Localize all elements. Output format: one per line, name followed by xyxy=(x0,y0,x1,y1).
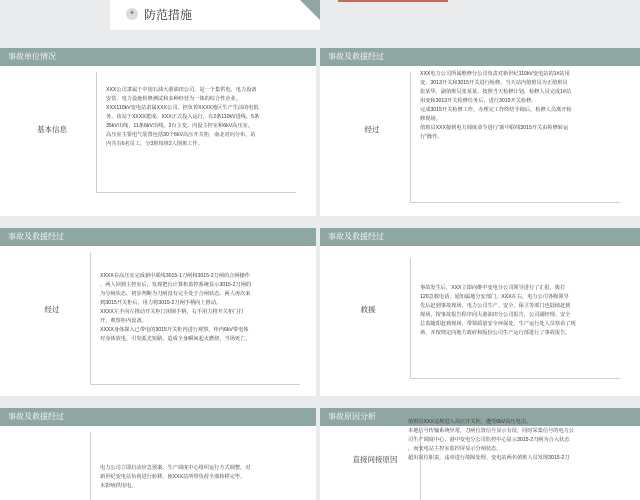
body-text: XXXX在高压室完成新中联线3015-1刀闸和3015-2刀闸的合闸操作 ，两人回到主控室后，发现把台计算机监控系统显示3015-2刀闸的 为分闸状态，初步判断为刀闸没有完全处于合闸状态。两人再次来 到3015开关柜后，用力将3015-2刀闸手柄向上推动。 XXXX左手向左推动开关柜门闭锁手柄，右手用力将开关柜门打 开，观察柜内设备。 XXXX身体探入已带电的3015开关柜内进行观察，柜内6kV带电体 对身体放电，引发弧光短路，造成全身瞬间起火燃烧，当场死亡。 xyxy=(100,273,252,342)
body-text: 事故发生后，XXX立即向维中变电分公司领导进行了汇报，拨打 120急救电话，通知属地分安部门。XXX在右，电力公司各级领导 先后赶到事故现场，电力公司生产、安全、保卫等部门也陆续赶到 现场，按事故报告程序向大港油田分公司报告，公司副经理、安全 总监随即赶到现场，带领质量安全环保处、生产运行处人员察看了现 场，并按规定向地方政府和股份公司生产运行部进行了事故报告。 xyxy=(420,285,576,336)
title-card xyxy=(110,0,320,30)
divider xyxy=(90,384,300,385)
slide-basic-info xyxy=(0,48,316,216)
slide-header: 事故及救援经过 xyxy=(320,228,640,246)
row-label: 经过 xyxy=(364,125,380,134)
divider xyxy=(96,72,97,192)
gear-icon: ✦ xyxy=(126,8,138,20)
row-label: 经过 xyxy=(44,305,60,314)
body-text: XXX电力公司所属维修分公司负责对新世纪110kV变电站的1#站用 变、3013开关和3015开关进行检修。当天站内值班员为正值班员 张某华、副值班员张某某，按照当天检修计划，检修人员完成1#站 用变和3013开关检修任务后，进行3015开关检修。 完成3015开关检修工作，办理完工作终结手续后，检修人员离开检 修现场。 值班员XXX接到电力调度命令进行“新中联线3015开关由检修转运 行”操作。 xyxy=(420,71,572,140)
slide-process-1 xyxy=(320,48,640,216)
slide-response xyxy=(0,408,316,500)
slide-cause-analysis xyxy=(320,408,640,500)
slide-rescue xyxy=(320,228,640,396)
slide-header: 事故单位情况 xyxy=(0,48,316,66)
row-label: 直接间接原因 xyxy=(352,455,398,464)
slide-header: 事故及救援经过 xyxy=(0,228,316,246)
divider xyxy=(96,192,296,193)
top-title-bar xyxy=(0,0,640,38)
divider xyxy=(410,378,620,379)
divider xyxy=(90,252,91,384)
red-accent-line xyxy=(338,0,448,2)
divider xyxy=(410,72,411,202)
divider xyxy=(410,258,411,378)
slide-header: 事故原因分析 xyxy=(320,408,640,426)
body-text: 值班员XXX违规进入高压开关柜，遭受6kV高压电击。 本地信号传输系统异常，刀闸位置信号显示有误，同时采集信号的电力公 司生产调度中心、港中变电分公司监控中心显示3015-2刀闸为合入状态 ，而变电站主控室监控屏显示分闸状态。 超出岗位职责，违章进行故障处理。变电站两名值班人员发现3015-2刀 xyxy=(408,419,575,461)
row-label: 救援 xyxy=(360,305,376,314)
corner-decoration xyxy=(300,0,320,20)
slide-header: 事故及救援经过 xyxy=(320,48,640,66)
body-text: 电力公司立即启动应急预案，生产调度中心组织运行方式调整，对 新世纪变电站负荷进行转移，使XXX站所带负荷全部转移完毕， 未影响供用电。 xyxy=(100,465,251,489)
divider xyxy=(90,432,91,500)
divider xyxy=(410,202,620,203)
row-label: 基本信息 xyxy=(37,125,67,134)
body-text: XXX公司隶属于中国石油大港油田公司。是一个集供电、电力设备 安装、电力设施检修测试和多种经营为一体的综合性企业。 XXX110kV变电站隶属XXX公司，担负着XXXX地区生产生活的电低 务。该站于XXXX建成，XXX正式投入运行，有2条110kV进线，5条 35kV出线，11条6kV出线，2台主变。内设主控室和6kV高压室。 高压室主要电气装置包括30个6kV高压开关柜，南北对向分布，站 内共有6名员工，分3班每班2人倒班工作。 xyxy=(106,87,260,147)
slide-header: 事故及救援经过 xyxy=(0,408,316,426)
slide-process-2 xyxy=(0,228,316,396)
page-title: 防范措施 xyxy=(144,8,193,22)
